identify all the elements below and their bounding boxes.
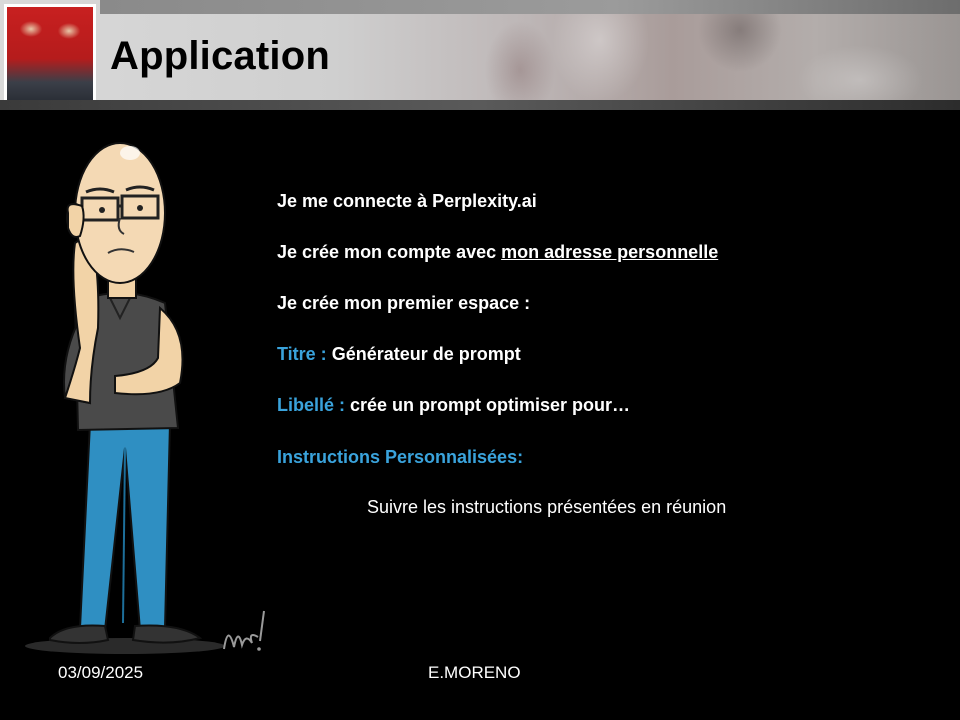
titre-label: Titre :: [277, 344, 332, 364]
step-create-space: Je crée mon premier espace :: [277, 293, 531, 313]
header-divider: [0, 100, 960, 110]
artist-signature-icon: [220, 603, 276, 659]
titre-value: Générateur de prompt: [331, 344, 521, 364]
step-create-account: [277, 242, 718, 263]
footer-author: E.MORENO: [428, 663, 521, 682]
personal-address-text: mon adresse personnelle: [501, 242, 719, 262]
thinking-man-illustration: [20, 118, 270, 663]
slide-title: Application: [110, 34, 330, 78]
slide-header: [0, 0, 960, 108]
red-suits-photo-icon: [7, 7, 93, 101]
instructions-label: Instructions Personnalisées:: [277, 447, 524, 467]
header-top-bar: [100, 0, 960, 14]
libelle-row: [277, 395, 630, 416]
step-connect: Je me connecte à Perplexity.ai: [277, 191, 537, 211]
libelle-label: Libellé :: [277, 395, 351, 415]
create-account-text: Je crée mon compte avec: [277, 242, 502, 262]
libelle-value: crée un prompt optimiser pour…: [350, 395, 631, 415]
instructions-value: Suivre les instructions présentées en réunion: [367, 497, 727, 517]
header-background-photo: [480, 0, 960, 108]
titre-row: [277, 344, 521, 365]
footer-date: 03/09/2025: [58, 663, 144, 682]
header-photo-thumbnail: [4, 4, 96, 104]
